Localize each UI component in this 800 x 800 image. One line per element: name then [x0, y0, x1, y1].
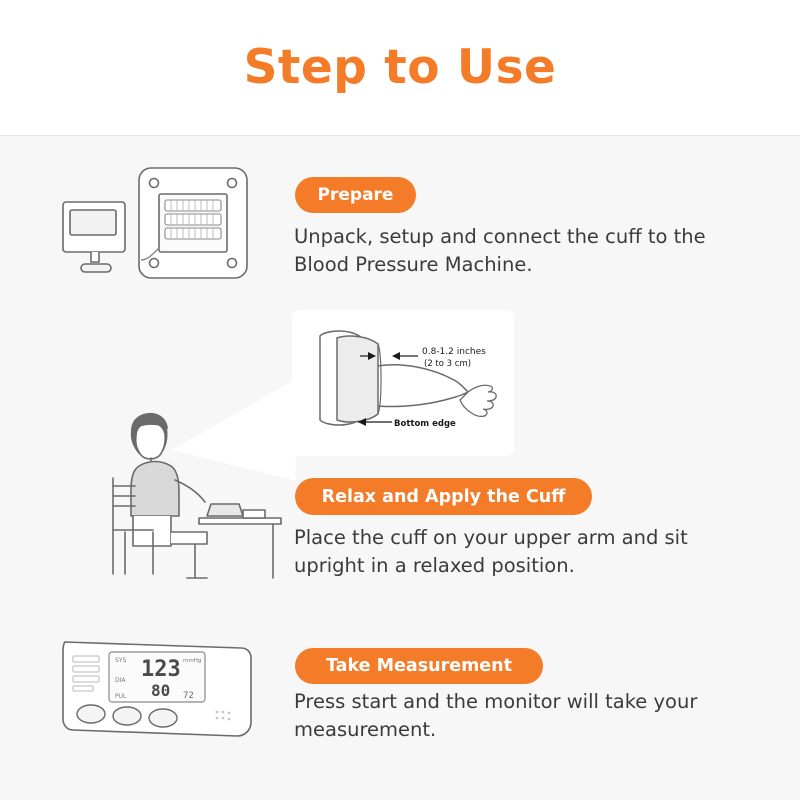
page-title: Step to Use: [243, 40, 557, 95]
description-prepare: Unpack, setup and connect the cuff to the Blood Pressure Machine.: [294, 225, 706, 276]
gap-label-line2: (2 to 3 cm): [424, 359, 472, 369]
unit-label: mmHg: [183, 658, 202, 664]
relax-illustration: [95, 400, 285, 600]
monitor-illustration: [55, 630, 255, 755]
diastolic-value: 80: [151, 681, 171, 700]
pulse-value: 72: [183, 691, 194, 701]
pulse-label: PUL: [115, 693, 127, 700]
gap-label-line1: 0.8-1.2 inches: [422, 347, 486, 357]
badge-take-measurement: Take Measurement: [295, 648, 543, 684]
badge-relax-and-apply-cuff: Relax and Apply the Cuff: [295, 478, 592, 515]
badge-prepare: Prepare: [295, 177, 416, 213]
systolic-value: 123: [141, 657, 181, 682]
dia-label: DIA: [115, 677, 126, 684]
sys-label: SYS: [115, 657, 127, 664]
header: [0, 0, 800, 135]
prepare-illustration: [55, 160, 275, 290]
description-measure: Press start and the monitor will take your measurement.: [294, 690, 698, 741]
description-relax: Place the cuff on your upper arm and sit upright in a relaxed position.: [294, 526, 688, 577]
bottom-edge-label: Bottom edge: [394, 419, 456, 429]
cuff-placement-detail: [292, 310, 514, 456]
